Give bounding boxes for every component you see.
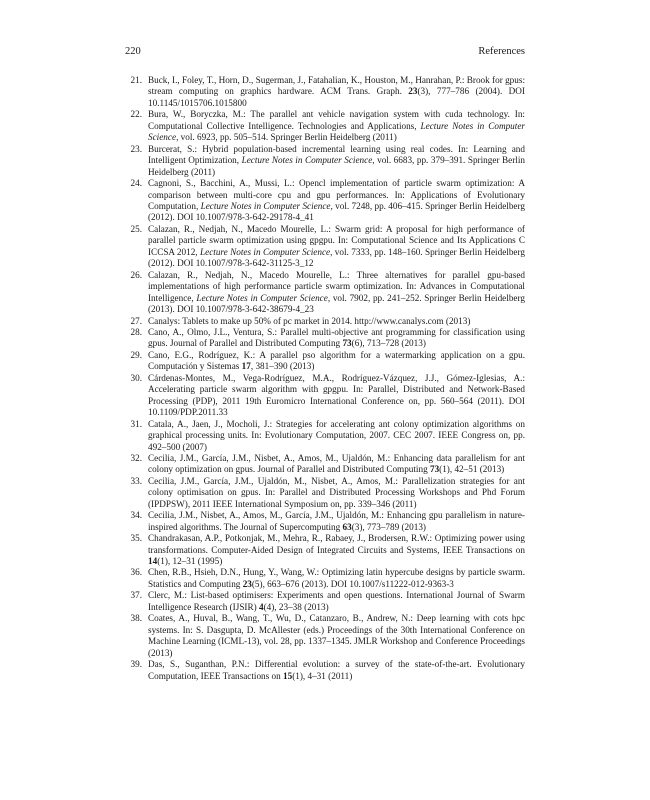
- reference-number: 34.: [130, 510, 142, 521]
- reference-text: (1), 4–31 (2011): [292, 670, 353, 681]
- reference-text: Cano, E.G., Rodríguez, K.: A parallel pso algorithm for a watermarking application on a gpu. Computación y Sistemas: [148, 349, 525, 372]
- reference-number: 30.: [130, 372, 142, 383]
- reference-text: (1), 12–31 (1995): [157, 556, 223, 567]
- reference-entry: [120, 327, 525, 350]
- reference-entry: [120, 373, 525, 419]
- reference-entry: [120, 453, 525, 476]
- reference-text: (6), 713–728 (2013): [351, 338, 426, 349]
- reference-series-title: Lecture Notes in Computer Science: [200, 200, 331, 211]
- reference-series-title: Lecture Notes in Computer Science: [148, 120, 525, 143]
- reference-number: 23.: [130, 143, 142, 154]
- reference-text: , vol. 7248, pp. 406–415. Springer Berlin Heidelberg (2012). DOI 10.1007/978-3-642-29178-4_41: [148, 200, 525, 223]
- reference-text: Cagnoni, S., Bacchini, A., Mussi, L.: Opencl implementation of particle swarm optimization: A comparison between multi-core cpu and gpu performances. In: Applications of Evolutionary Computation,: [148, 178, 525, 211]
- section-title: References: [478, 46, 525, 57]
- reference-number: 29.: [130, 349, 142, 360]
- page-number: 220: [125, 46, 141, 57]
- reference-number: 24.: [130, 178, 142, 189]
- reference-entry: [120, 533, 525, 567]
- reference-text: Cecilia, J.M., García, J.M., Nisbet, A., Amos, M., Ujaldón, M.: Enhancing data parallelism for ant colony optimization on gpus. Journal of Parallel and Distributed Computing: [148, 452, 525, 475]
- reference-number: 37.: [130, 590, 142, 601]
- reference-text: (1), 42–51 (2013): [439, 464, 505, 475]
- reference-text: (3), 777–786 (2004). DOI 10.1145/1015706.1015800: [148, 86, 525, 108]
- reference-number: 35.: [130, 533, 142, 544]
- reference-text: Chandrakasan, A.P., Potkonjak, M., Mehra, R., Rabaey, J., Brodersen, R.W.: Optimizing power using transformations. Computer-Aided Design of Integrated Circuits and Systems, IEEE Transactions on: [148, 533, 525, 555]
- reference-entry: [120, 510, 525, 533]
- reference-entry: [120, 419, 525, 453]
- reference-text: Clerc, M.: List-based optimisers: Experiments and open questions. International Journal of Swarm Intelligence Research (IJSIR): [148, 590, 525, 612]
- reference-volume: 14: [148, 556, 158, 567]
- reference-list: [120, 75, 525, 682]
- reference-entry: [120, 178, 525, 224]
- reference-number: 39.: [130, 659, 142, 670]
- reference-text: Chen, R.B., Hsieh, D.N., Hung, Y., Wang, W.: Optimizing latin hypercube designs by particle swarm. Statistics and Computing: [148, 567, 525, 589]
- reference-text: Canalys: Tablets to make up 50% of pc market in 2014. http://www.canalys.com (2013): [148, 315, 471, 326]
- reference-number: 25.: [130, 223, 142, 234]
- reference-volume: 4: [258, 601, 264, 612]
- reference-entry: [120, 476, 525, 510]
- reference-text: Cárdenas-Montes, M., Vega-Rodríguez, M.A., Rodríguez-Vázquez, J.J., Gómez-Iglesias, A.: Accelerating particle swarm algorithm with gpgpu. In: Parallel, Distributed and Network-Based Processing (PDP), 2011 19th Euromicro International Conference on, pp. 560–564 (2011). DOI 10.1109/PDP.2011.33: [148, 372, 525, 418]
- reference-series-title: Lecture Notes in Computer Science: [196, 292, 328, 303]
- reference-volume: 73: [429, 464, 440, 475]
- reference-series-title: Lecture Notes in Computer Science: [241, 155, 373, 166]
- reference-volume: 63: [342, 521, 352, 532]
- reference-number: 31.: [130, 418, 142, 429]
- reference-entry: [120, 350, 525, 373]
- reference-text: Calazan, R., Nedjah, N., Macedo Mourelle, L.: Swarm grid: A proposal for high performance of parallel particle swarm optimization using gpgpu. In: Computational Science and Its Applications C ICCSA 2012,: [148, 223, 525, 257]
- reference-text: Calazan, R., Nedjah, N., Macedo Mourelle, L.: Three alternatives for parallel gpu-based implementations of high performance particle swarm optimization. In: Advances in Computational Intelligence,: [148, 269, 525, 303]
- reference-volume: 23: [242, 578, 252, 589]
- reference-volume: 17: [241, 361, 251, 372]
- reference-text: Buck, I., Foley, T., Horn, D., Sugerman, J., Fatahalian, K., Houston, M., Hanrahan, P.: Brook for gpus: stream computing on graphics hardware. ACM Trans. Graph.: [148, 75, 525, 97]
- reference-entry: [120, 270, 525, 316]
- reference-text: Cecilia, J.M., Nisbet, A., Amos, M., García, J.M., Ujaldón, M.: Enhancing gpu parallelism in nature-inspired algorithms. The Journal of Supercomputing: [148, 510, 525, 532]
- reference-volume: 15: [283, 670, 293, 681]
- reference-number: 32.: [130, 452, 142, 463]
- reference-number: 26.: [130, 269, 142, 280]
- reference-text: Catala, A., Jaen, J., Mocholi, J.: Strategies for accelerating ant colony optimization algorithms on graphical processing units. In: Evolutionary Computation, 2007. CEC 2007. IEEE Congress on, pp. 492–500 (2007): [148, 418, 525, 452]
- reference-number: 27.: [130, 315, 142, 326]
- reference-entry: [120, 75, 525, 109]
- reference-entry: [120, 613, 525, 659]
- reference-volume: 73: [342, 338, 352, 349]
- reference-text: Cecilia, J.M., García, J.M., Ujaldón, M., Nisbet, A., Amos, M.: Parallelization strategies for ant colony optimisation on gpus. In: Parallel and Distributed Processing Workshops and Phd Forum (IPDPSW), 2011 IEEE International Symposium on, pp. 339–346 (2011): [148, 475, 525, 509]
- reference-number: 33.: [130, 475, 142, 486]
- reference-text: Bura, W., Boryczka, M.: The parallel ant vehicle navigation system with cuda technology. In: Computational Collective Intelligence. Technologies and Applications,: [148, 109, 525, 131]
- reference-series-title: Lecture Notes in Computer Science: [200, 246, 331, 257]
- reference-entry: [120, 659, 525, 682]
- reference-text: , 381–390 (2013): [250, 361, 315, 372]
- reference-text: Cano, A., Olmo, J.L., Ventura, S.: Parallel multi-objective ant programming for classification using gpus. Journal of Parallel and Distributed Computing: [148, 326, 525, 349]
- reference-text: (3), 773–789 (2013): [351, 521, 426, 532]
- reference-entry: [120, 590, 525, 613]
- reference-entry: [120, 144, 525, 178]
- reference-number: 28.: [130, 326, 142, 337]
- reference-number: 38.: [130, 613, 142, 624]
- reference-text: (4), 23–38 (2013): [263, 601, 329, 612]
- page-header: [125, 46, 525, 60]
- reference-number: 36.: [130, 567, 142, 578]
- reference-text: Coates, A., Huval, B., Wang, T., Wu, D., Catanzaro, B., Andrew, N.: Deep learning with cots hpc systems. In: S. Dasgupta, D. McAllester (eds.) Proceedings of the 30th International Conference on Machine Learning (ICML-13), vol. 28, pp. 1337–1345. JMLR Workshop and Conference Proceedings (2013): [148, 613, 525, 658]
- reference-entry: [120, 224, 525, 270]
- reference-volume: 23: [408, 86, 418, 97]
- reference-text: Burcerat, S.: Hybrid population-based incremental learning using real codes. In: Learning and Intelligent Optimization,: [148, 143, 525, 166]
- reference-text: , vol. 7902, pp. 241–252. Springer Berlin Heidelberg (2013). DOI 10.1007/978-3-642-38679-4_23: [148, 292, 525, 315]
- reference-number: 21.: [130, 75, 142, 85]
- reference-text: Das, S., Suganthan, P.N.: Differential evolution: a survey of the state-of-the-art. Evolutionary Computation, IEEE Transactions on: [148, 659, 525, 681]
- reference-number: 22.: [130, 109, 142, 120]
- reference-entry: [120, 109, 525, 143]
- reference-text: (5), 663–676 (2013). DOI 10.1007/s11222-012-9363-3: [251, 578, 454, 589]
- reference-entry: [120, 316, 525, 327]
- reference-entry: [120, 567, 525, 590]
- reference-text: , vol. 7333, pp. 148–160. Springer Berlin Heidelberg (2012). DOI 10.1007/978-3-642-31125-3_12: [148, 246, 525, 269]
- reference-text: , vol. 6923, pp. 505–514. Springer Berlin Heidelberg (2011): [176, 132, 397, 143]
- reference-text: , vol. 6683, pp. 379–391. Springer Berlin Heidelberg (2011): [148, 155, 525, 177]
